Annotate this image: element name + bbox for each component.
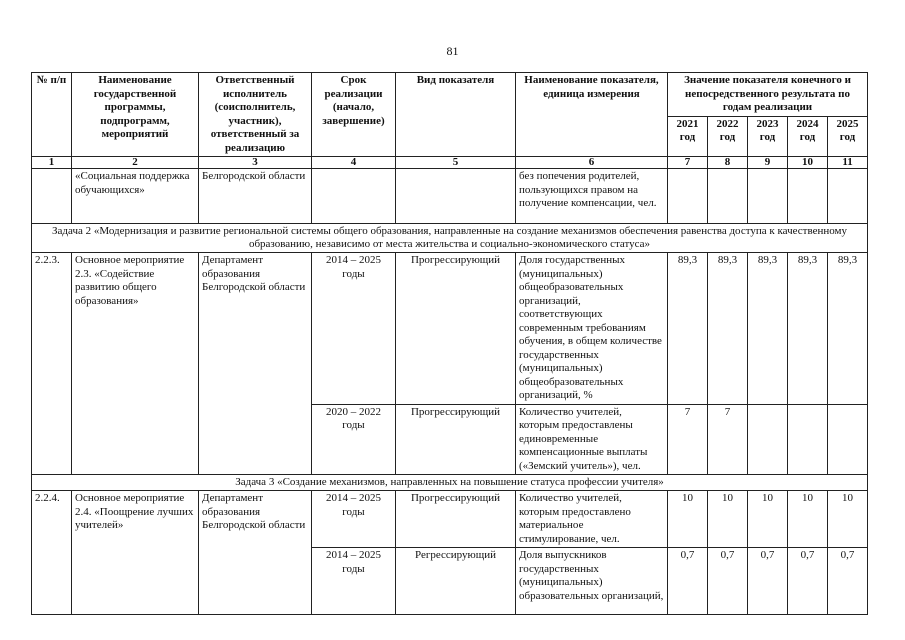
program-name: Основное мероприятие 2.3. «Содействие развитию общего образования» bbox=[72, 253, 199, 475]
value-cell: 0,7 bbox=[748, 548, 788, 615]
indicator-type: Прогрессирующий bbox=[396, 404, 516, 475]
table-row bbox=[32, 169, 868, 224]
value-cell: 7 bbox=[668, 404, 708, 475]
value-cell bbox=[748, 404, 788, 475]
value-cell: 89,3 bbox=[668, 253, 708, 405]
header-indicator: Наименование показателя, единица измерения bbox=[516, 73, 668, 157]
term: 2014 – 2025 годы bbox=[312, 491, 396, 548]
value-cell: 0,7 bbox=[668, 548, 708, 615]
indicator-name: Доля государственных (муниципальных) общеобразовательных организаций, соответствующих современным требованиям обучения, в общем количестве государственных (муниципальных) общеобразовательных организаций, % bbox=[516, 253, 668, 405]
col-number: 10 bbox=[788, 157, 828, 169]
header-num: № п/п bbox=[32, 73, 72, 157]
header-year: 2025 год bbox=[828, 116, 868, 157]
value-cell: 89,3 bbox=[708, 253, 748, 405]
row-number: 2.2.4. bbox=[32, 491, 72, 615]
program-name: Основное мероприятие 2.4. «Поощрение лучших учителей» bbox=[72, 491, 199, 615]
indicator-name: Количество учителей, которым предоставлены единовременные компенсационные выплаты («Земский учитель»), чел. bbox=[516, 404, 668, 475]
col-number: 3 bbox=[199, 157, 312, 169]
value-cell: 10 bbox=[708, 491, 748, 548]
header-term: Срок реализации (начало, завершение) bbox=[312, 73, 396, 157]
table-row bbox=[32, 491, 868, 548]
column-numbers-row bbox=[32, 157, 868, 169]
header-year: 2021 год bbox=[668, 116, 708, 157]
value-cell: 10 bbox=[828, 491, 868, 548]
program-name: «Социальная поддержка обучающихся» bbox=[72, 169, 199, 224]
indicator-type: Регрессирующий bbox=[396, 548, 516, 615]
value-cell: 10 bbox=[748, 491, 788, 548]
indicator-name: Количество учителей, которым предоставлено материальное стимулирование, чел. bbox=[516, 491, 668, 548]
indicator-name: Доля выпускников государственных (муниципальных) образовательных организаций, bbox=[516, 548, 668, 615]
executor: Департамент образования Белгородской области bbox=[199, 253, 312, 475]
table-row bbox=[32, 253, 868, 405]
page-number: 81 bbox=[446, 44, 459, 58]
col-number: 4 bbox=[312, 157, 396, 169]
col-number: 6 bbox=[516, 157, 668, 169]
task-row bbox=[32, 224, 868, 253]
value-cell: 7 bbox=[708, 404, 748, 475]
col-number: 2 bbox=[72, 157, 199, 169]
header-years-group: Значение показателя конечного и непосредственного результата по годам реализации bbox=[668, 73, 868, 117]
task-title: Задача 3 «Создание механизмов, направленных на повышение статуса профессии учителя» bbox=[32, 475, 868, 491]
value-cell: 0,7 bbox=[788, 548, 828, 615]
header-year: 2022 год bbox=[708, 116, 748, 157]
value-cell bbox=[828, 404, 868, 475]
term: 2014 – 2025 годы bbox=[312, 253, 396, 405]
header-program: Наименование государственной программы, подпрограмм, мероприятий bbox=[72, 73, 199, 157]
col-number: 8 bbox=[708, 157, 748, 169]
col-number: 5 bbox=[396, 157, 516, 169]
table-header-row bbox=[32, 73, 868, 117]
term: 2014 – 2025 годы bbox=[312, 548, 396, 615]
value-cell: 10 bbox=[668, 491, 708, 548]
header-year: 2024 год bbox=[788, 116, 828, 157]
value-cell: 0,7 bbox=[828, 548, 868, 615]
value-cell: 89,3 bbox=[748, 253, 788, 405]
value-cell: 89,3 bbox=[788, 253, 828, 405]
executor: Белгородской области bbox=[199, 169, 312, 224]
executor: Департамент образования Белгородской области bbox=[199, 491, 312, 615]
value-cell: 0,7 bbox=[708, 548, 748, 615]
header-type: Вид показателя bbox=[396, 73, 516, 157]
col-number: 7 bbox=[668, 157, 708, 169]
header-executor: Ответственный исполнитель (соисполнитель, участник), ответственный за реализацию bbox=[199, 73, 312, 157]
term: 2020 – 2022 годы bbox=[312, 404, 396, 475]
row-number: 2.2.3. bbox=[32, 253, 72, 475]
col-number: 1 bbox=[32, 157, 72, 169]
header-year: 2023 год bbox=[748, 116, 788, 157]
task-row bbox=[32, 475, 868, 491]
value-cell bbox=[788, 404, 828, 475]
col-number: 11 bbox=[828, 157, 868, 169]
task-title: Задача 2 «Модернизация и развитие региональной системы общего образования, направленные на создание механизмов обеспечения равенства доступа к качественному образованию, независимо от места жительства и социально-экономического статуса» bbox=[32, 224, 868, 253]
indicator-type: Прогрессирующий bbox=[396, 491, 516, 548]
indicator-table bbox=[31, 72, 868, 615]
indicator-type: Прогрессирующий bbox=[396, 253, 516, 405]
col-number: 9 bbox=[748, 157, 788, 169]
value-cell: 89,3 bbox=[828, 253, 868, 405]
indicator-name: без попечения родителей, пользующихся правом на получение компенсации, чел. bbox=[516, 169, 668, 224]
value-cell: 10 bbox=[788, 491, 828, 548]
